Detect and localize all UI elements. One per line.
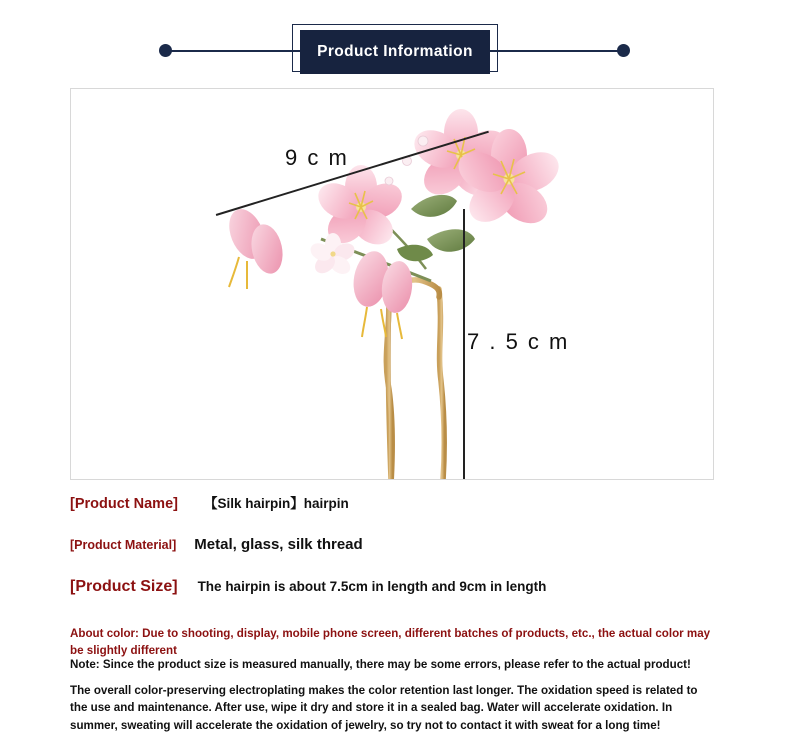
product-image-panel [70,88,714,480]
header-dot-right-icon [617,44,630,57]
spec-row-product-size [70,578,546,596]
note-about-color: About color: Due to shooting, display, mobile phone screen, different batches of products, etc., the actual color may be slightly different [70,627,711,657]
spec-value-product-material: Metal, glass, silk thread [194,536,363,553]
spec-label-product-material: [Product Material] [70,538,177,552]
spec-value-product-name: 【Silk hairpin】hairpin [203,496,349,511]
note-care-instructions: The overall color-preserving electroplating makes the color retention last longer. The oxidation speed is related to the use and maintenance. After use, wipe it dry and store it in a sealed bag. Water will accelerate oxidation. In summer, sweating will accelerate the oxidation of jewelry, so try not to contact it with sweat for a long time! [70,684,698,732]
hairpin-illustration [71,89,713,479]
spec-row-product-name [70,492,349,512]
note-size-measurement: Note: Since the product size is measured manually, there may be some errors, please refer to the actual product! [70,658,691,671]
height-dimension-line [463,209,465,480]
page-title-text: Product Information [317,43,473,60]
spec-row-product-material [70,536,363,553]
header-dot-left-icon [159,44,172,57]
page-header [0,0,790,82]
height-dimension-label: 7 . 5 c m [467,329,570,354]
page-title [300,30,490,74]
spec-label-product-name: [Product Name] [70,496,178,512]
width-dimension-label: 9 c m [285,145,349,170]
spec-value-product-size: The hairpin is about 7.5cm in length and 9cm in length [197,579,547,594]
spec-label-product-size: [Product Size] [70,578,178,595]
